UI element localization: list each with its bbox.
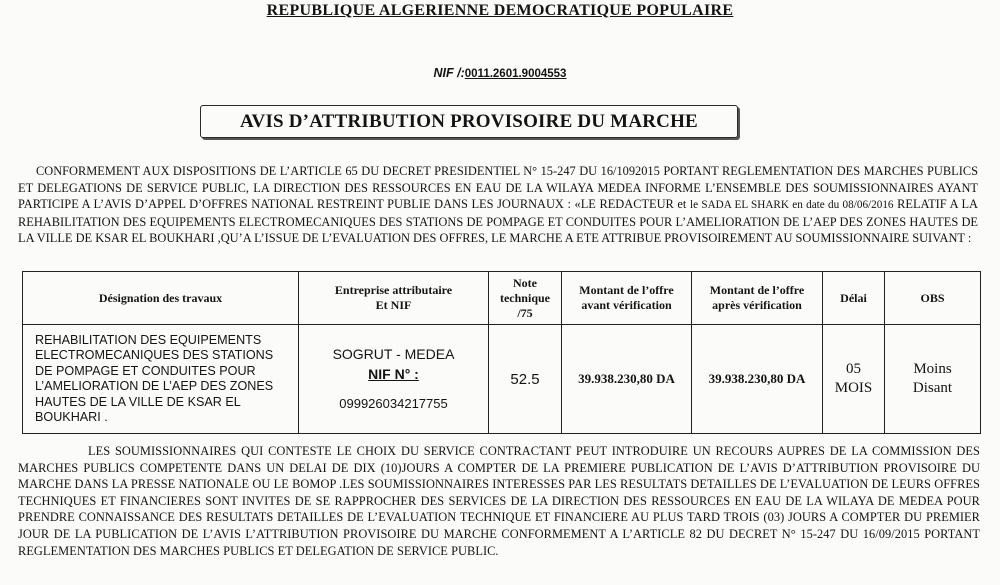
col-designation: Désignation des travaux — [23, 272, 299, 325]
col-montant-avant: Montant de l’offre avant vérification — [562, 272, 692, 325]
cell-designation: REHABILITATION DES EQUIPEMENTS ELECTROMECANIQUES DES STATIONS DE POMPAGE ET CONDUITES POUR L’AMELIORATION DE L’AEP DES ZONES HAUTES DE LA VILLE DE KSAR EL BOUKHARI . — [23, 325, 299, 434]
intro-paragraph — [18, 163, 978, 247]
col-note: Note technique /75 — [489, 272, 562, 325]
intro-text-1: CONFORMEMENT AUX DISPOSITIONS DE L’ARTICLE 65 DU DECRET PRESIDENTIEL N° 15-247 DU 16/1092015 PORTANT REGLEMENTATION DES MARCHES PUBLICS ET DELEGATIONS DE SERVICE PUBLIC, LA DIRECTION DES RESSOURCES EN EAU DE LA WILAYA MEDEA INFORME L’ENSEMBLE DES SOUMISSIONNAIRES AYANT PARTICIPE A L’AVIS D’APPEL D’OFFRES NATIONAL RESTREINT PUBLIE DANS LES JOURNAUX : «LE REDACTEUR et — [18, 164, 978, 212]
outro-paragraph: LES SOUMISSIONNAIRES QUI CONTESTE LE CHOIX DU SERVICE CONTRACTANT PEUT INTRODUIRE UN RECOURS AUPRES DE LA COMMISSION DES MARCHES PUBLICS COMPETENTE DANS UN DELAI DE DIX (10)JOURS A COMPTER DE LA PREMIERE PUBLICATION DE L’AVIS D’ATTRIBUTION PROVISOIRE DU MARCHE DANS LA PRESSE NATIONALE OU LE BOMOP .LES SOUMISSIONNAIRES INTERESSES PAR LES RESULTATS DETAILLES DE L’EVALUATION DE LEURS OFFRES TECHNIQUES ET FINANCIERES SONT INVITES DE SE RAPPROCHER DES SERVICES DE LA DIRECTION DES RESSOURCES EN EAU DE LA WILAYA DE MEDEA POUR PRENDRE CONNAISSANCE DES RESULTATS DETAILLES DE L’EVALUATION TECHNIQUE ET FINANCIERE AU PLUS TARD TROIS (03) JOURS A COMPTER DU PREMIER JOUR DE LA PUBLICATION DE L’AVIS L’ATTRIBUTION PROVISOIRE DU MARCHE CONFORMEMENT A L’ARTICLE 82 DU DECRET N° 15-247 DU 16/09/2015 PORTANT REGLEMENTATION DES MARCHES PUBLICS ET DELEGATION DE SERVICE PUBLIC. — [18, 444, 980, 558]
col-entreprise: Entreprise attributaire Et NIF — [299, 272, 489, 325]
notice-title-box — [200, 105, 738, 138]
cell-note: 52.5 — [489, 325, 562, 434]
company-nif-label: NIF N° : — [368, 366, 419, 382]
cell-entreprise — [299, 325, 489, 434]
cell-montant-avant: 39.938.230,80 DA — [562, 325, 692, 434]
intro-text-2: le SADA EL SHARK en date du 08/06/2016 — [689, 199, 894, 212]
company-nif-number: 099926034217755 — [339, 396, 448, 411]
nif-line — [0, 66, 1000, 80]
nif-value: 0011.2601.9004553 — [464, 68, 567, 80]
cell-montant-apres: 39.938.230,80 DA — [692, 325, 823, 434]
col-obs: OBS — [885, 272, 981, 325]
nif-label: NIF /: — [433, 66, 465, 80]
table-row — [23, 325, 981, 434]
cell-delai: 05 MOIS — [823, 325, 885, 434]
republic-header: REPUBLIQUE ALGERIENNE DEMOCRATIQUE POPULAIRE — [266, 2, 734, 19]
cell-obs: Moins Disant — [885, 325, 981, 434]
notice-title: AVIS D’ATTRIBUTION PROVISOIRE DU MARCHE — [240, 110, 698, 132]
table-header-row — [23, 272, 981, 325]
company-name: SOGRUT - MEDEA — [332, 346, 455, 362]
col-delai: Délai — [823, 272, 885, 325]
intro-text-3: RELATIF A LA REHABILITATION DES EQUIPEMENTS ELECTROMECANIQUES DES STATIONS DE POMPAGE ET CONDUITES POUR L’AMELIORATION DE L’AEP DES ZONES HAUTES DE LA VILLE DE KSAR EL BOUKHARI ,QU’A L’ISSUE DE L’EVALUATION DES OFFRES, LE MARCHE A ETE ATTRIBUE PROVISOIREMENT AU SOUMISSIONNAIRE SUIVANT : — [18, 197, 979, 246]
award-table — [22, 271, 981, 434]
col-montant-apres: Montant de l’offre après vérification — [692, 272, 823, 325]
